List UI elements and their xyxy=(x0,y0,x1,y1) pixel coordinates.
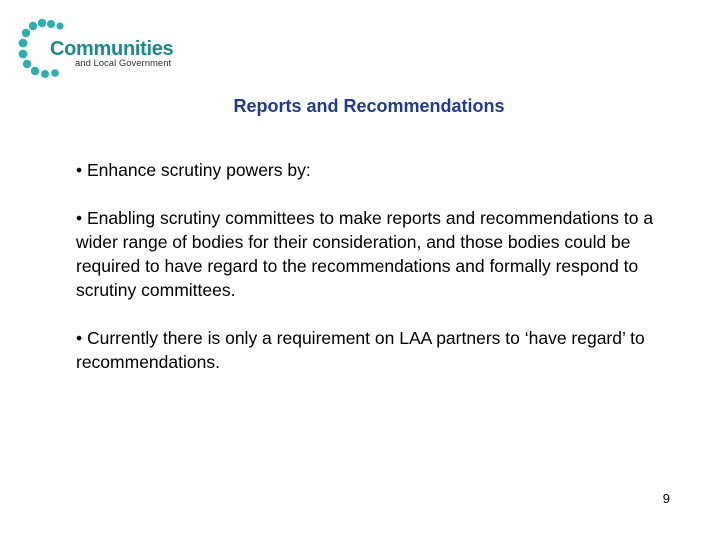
page-number: 9 xyxy=(662,491,670,506)
bullet-list xyxy=(76,158,666,398)
bullet-item: • Enhance scrutiny powers by: xyxy=(76,160,311,180)
bullet-item: • Currently there is only a requirement on LAA partners to ‘have regard’ to recommendations. xyxy=(76,328,645,372)
slide-title: Reports and Recommendations xyxy=(233,96,505,116)
communities-logo xyxy=(18,16,193,84)
logo-wordmark: Communities xyxy=(50,38,174,60)
logo-tagline: and Local Government xyxy=(75,58,172,69)
bullet-item: • Enabling scrutiny committees to make reports and recommendations to a wider range of bodies for their consideration, and those bodies could be required to have regard to the recommendations and formally respond to scrutiny committees. xyxy=(76,208,654,300)
